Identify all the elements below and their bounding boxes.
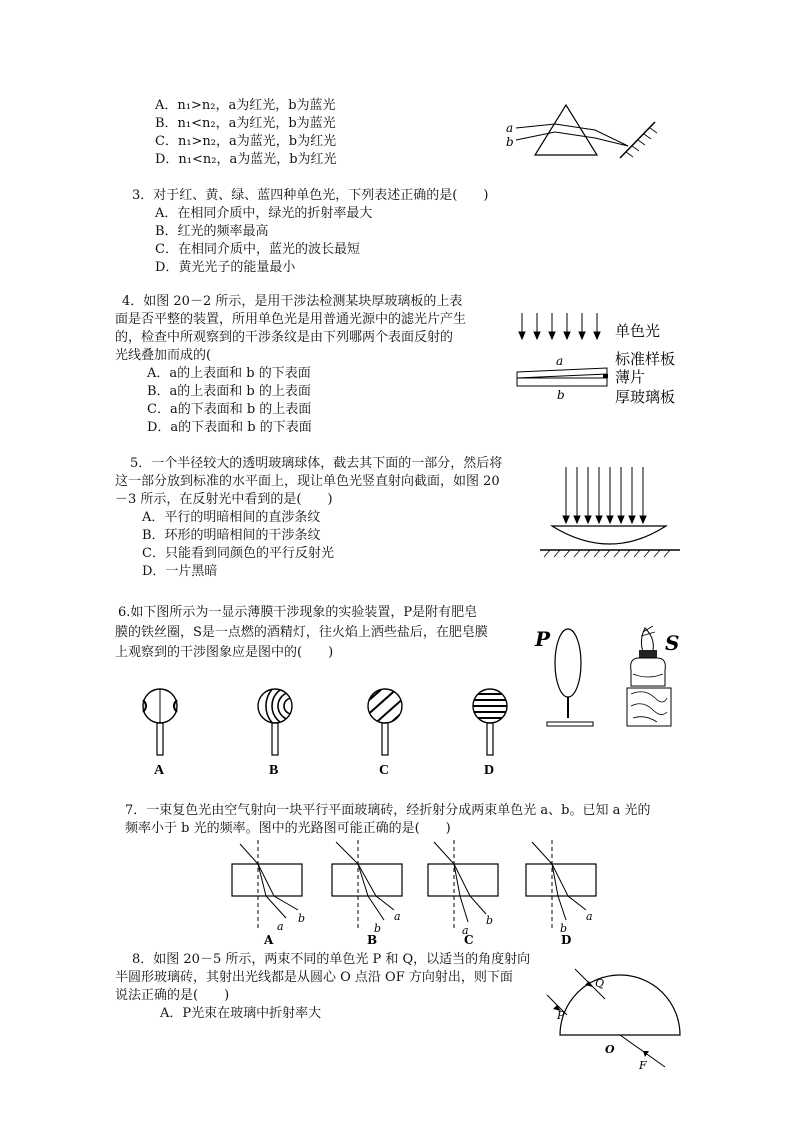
q7b-ray-2: a [394,910,401,923]
q4-stem-line-4: 光线叠加而成的( [115,348,212,363]
q5-option-c: C．只能看到同颜色的平行反射光 [142,546,334,561]
q8-stem-line-3: 说法正确的是( ) [115,988,230,1003]
q4-glass-label: 厚玻璃板 [615,388,676,406]
q4-stem-line-1: 4．如图 20－2 所示，是用干涉法检测某块厚玻璃板的上表 [122,294,463,309]
q3-option-d: D．黄光光子的能量最小 [155,260,296,275]
q5-option-b: B．环形的明暗相间的干涉条纹 [142,528,321,543]
q8-P-label: P [557,1009,565,1022]
q8-Q-label: Q [595,977,605,990]
q4-light-label: 单色光 [615,322,661,340]
q8-stem-line-1: 8．如图 20－5 所示，两束不同的单色光 P 和 Q，以适当的角度射向 [132,952,531,967]
q6-label-d: D [484,763,495,778]
q2-ray-a-label: a [506,121,514,135]
q4-option-d: D．a的下表面和 b 的下表面 [147,420,312,435]
q7-label-b: B [367,933,378,947]
q4-plate-label: 标准样板 [615,350,676,368]
q4-shim [603,374,608,378]
q4-film-label: 薄片 [615,368,646,386]
q8-figure [545,965,685,1075]
q6-P-label: P [535,627,551,651]
q6-stem-line-1: 6.如下图所示为一显示薄膜干涉现象的实验装置，P是附有肥皂 [118,605,478,620]
q7-option-a-figure [232,840,305,933]
q6-option-d-figure [470,689,510,755]
q7-label-a: A [264,933,274,947]
q6-stem-line-2: 膜的铁丝圈，S是一点燃的酒精灯，往火焰上洒些盐后，在肥皂膜 [115,625,488,640]
soap-film-ring [555,629,581,697]
q2-option-b: B．n₁<n₂，a为红光，b为蓝光 [155,116,336,131]
q7-option-d-figure [526,840,596,935]
q6-label-a: A [154,763,165,778]
q7c-ray-2: b [486,914,494,927]
q3-option-a: A．在相同介质中，绿光的折射率最大 [155,206,373,221]
q5-stem-line-3: －3 所示，在反射光中看到的是( ) [115,492,333,507]
q3-stem: 3．对于红、黄、绿、蓝四种单色光，下列表述正确的是( ) [132,188,489,203]
prism-shape [535,105,597,155]
burner-wick [639,650,657,658]
q4-stem-line-3: 的，检查中所观察到的干涉条纹是由下列哪两个表面反射的 [115,330,454,345]
q7a-ray-1: a [277,920,284,933]
q6-option-c-figure [360,680,412,755]
q4-option-c: C．a的下表面和 b 的上表面 [147,402,312,417]
alcohol-lamp [631,658,666,686]
q4-b-label: b [557,388,565,402]
q2-prism-figure [500,100,665,160]
q7d-ray-1: b [560,922,568,935]
q2-option-c: C．n₁>n₂，a为蓝光，b为红光 [155,134,337,149]
q4-figure [512,308,692,408]
q6-options-figure [130,680,520,780]
q6-label-c: C [379,763,390,778]
q5-stem-line-1: 5．一个半径较大的透明玻璃球体，截去其下面的一部分，然后将 [130,456,503,471]
q8-F-label: F [639,1059,647,1072]
q7-stem-line-1: 7．一束复色光由空气射向一块平行平面玻璃砖，经折射分成两束单色光 a、b。已知 a 光的 [125,803,651,818]
q6-apparatus [535,618,695,733]
q2-ray-b [516,132,628,146]
q5-stem-line-2: 这一部分放到标准的水平面上，现让单色光竖直射向截面，如图 20 [115,474,500,489]
q8-stem-line-2: 半圆形玻璃砖，其射出光线都是从圆心 O 点沿 OF 方向射出，则下面 [115,970,513,985]
q7-figure [230,838,610,948]
q8-O-label: O [605,1043,615,1056]
q6-option-b-figure [258,680,318,755]
q4-a-label: a [556,354,564,368]
q8-semicircle [560,975,680,1035]
q5-option-a: A．平行的明暗相间的直涉条纹 [142,510,321,525]
ring-stand-base [547,722,593,726]
q6-option-a-figure [143,689,177,755]
q7-stem-line-2: 频率小于 b 光的频率。图中的光路图可能正确的是( ) [125,821,451,836]
q7-option-c-figure [428,840,498,937]
q2-ray-b-label: b [506,135,514,149]
q7-label-d: D [561,933,572,947]
q7d-ray-2: a [586,910,593,923]
q2-option-d: D．n₁<n₂，a为蓝光，b为红光 [155,152,337,167]
q4-thick-glass [517,378,607,386]
q7-label-c: C [464,933,474,947]
q5-figure [540,462,680,562]
q6-stem-line-3: 上观察到的干涉图象应是图中的( ) [115,645,334,660]
q6-label-b: B [269,763,279,778]
q7b-ray-1: b [374,922,382,935]
q6-S-label: S [665,631,680,655]
q4-standard-plate [517,368,607,378]
q7a-ray-2: b [298,912,306,925]
q4-option-b: B．a的上表面和 b 的上表面 [147,384,311,399]
q5-lens [552,526,666,544]
q2-option-a: A．n₁>n₂，a为红光，b为蓝光 [155,98,336,113]
q2-mirror [620,122,655,158]
q5-option-d: D．一片黑暗 [142,564,218,579]
q8-option-a: A．P光束在玻璃中折射率大 [160,1006,322,1021]
q3-option-c: C．在相同介质中，蓝光的波长最短 [155,242,360,257]
q4-stem-line-2: 面是否平整的装置，所用单色光是用普通光源中的滤光片产生 [115,312,467,327]
q7c-ray-1: a [462,924,469,937]
q4-option-a: A．a的上表面和 b 的下表面 [147,366,311,381]
q3-option-b: B．红光的频率最高 [155,224,269,239]
q7-option-b-figure [332,840,402,935]
